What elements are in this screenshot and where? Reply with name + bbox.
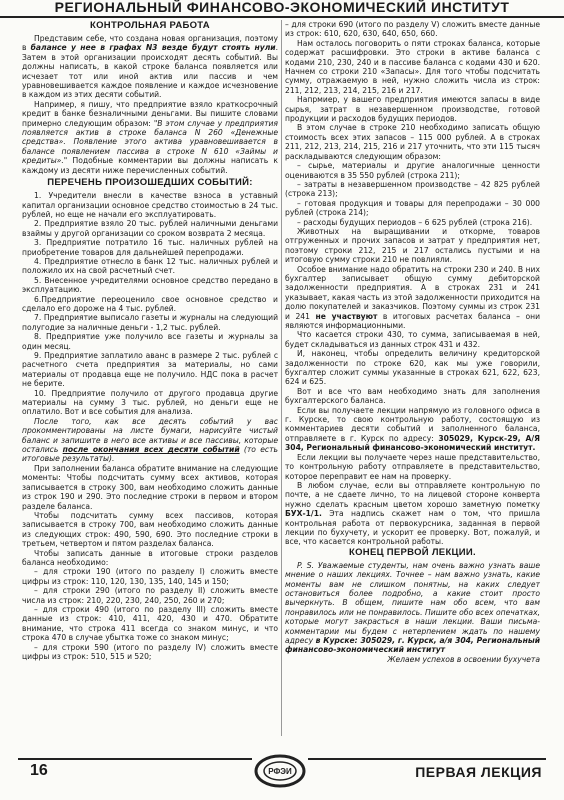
list-item: – для строки 590 (итого по разделу IV) сложить вместе цифры из строк: 510, 515 и 520; xyxy=(22,642,278,661)
list-item: – для строки 190 (итого по разделу I) сложить вместе цифры из строк: 110, 120, 130, 135, 140, 145 и 150; xyxy=(22,567,278,586)
paragraph: И, наконец, чтобы определить величину кредиторской задолженности по строке 620, как мы уже говорили, бухгалтер сложит суммы указанные в строках 621, 622, 623, 624 и 625. xyxy=(285,349,540,387)
paragraph: Что касается строки 430, то сумма, записываемая в ней, будет складываться из данных строк 431 и 432. xyxy=(285,330,540,349)
paragraph: Чтобы подсчитать сумму всех пассивов, которая записывается в строку 700, вам необходимо сложить данные из следующих строк: 490, 590, 690. Это последние строки в третьем, четвертом и пятом разделах баланса. xyxy=(22,510,278,549)
event-item: 2. Предприятие взяло 20 тыс. рублей наличными деньгами взаймы у другой организации со сроком возврата 2 месяца. xyxy=(22,219,278,238)
paragraph: Например, я пишу, что предприятие взяло краткосрочный кредит в банке безналичными деньгами. Вы пишите словами примерно следующим образом: "В этом случае у предприятия появляется актив в строке баланса N 260 «Денежные средства». Появление этого актива уравновешивается в балансе появлением пассива в строке N 610 «Займы и кредиты»." Подобные комментарии вы должны написать к каждому из десяти ниже перечисленных событий. xyxy=(22,99,278,175)
list-item: – готовая продукция и товары для перепродажи – 30 000 рублей (строка 214); xyxy=(285,198,540,218)
paragraph: Вот и все что вам необходимо знать для заполнения бухгалтерского баланса. xyxy=(285,386,540,406)
column-divider xyxy=(281,20,282,736)
institute-logo xyxy=(252,752,308,790)
logo-text: РФЭИ xyxy=(268,767,292,776)
paragraph: Животных на выращивании и откорме, товаров отгруженных и прочих запасов и затрат у предприятия нет, поэтому строки 212, 215 и 217 остались пустыми и на итоговую сумму строки 210 не повлияли. xyxy=(285,226,540,265)
event-item: 6.Предприятие переоценило свое основное средство и сделало его дороже на 4 тыс. рублей. xyxy=(22,294,278,313)
event-item: 10. Предприятие получило от другого продавца другие материалы на сумму 3 тыс. рублей, но деньги еще не оплатило. Вот и все события для анализа. xyxy=(22,388,278,417)
right-column xyxy=(285,20,540,736)
event-item: 7. Предприятие выписало газеты и журналы на следующий полугодие за наличные деньги - 1,2 тыс. рублей. xyxy=(22,313,278,332)
section-title-events: ПЕРЕЧЕНЬ ПРОИЗОШЕДШИХ СОБЫТИЙ: xyxy=(47,177,253,189)
list-item: – для строки 490 (итого по разделу III) сложить вместе данные из строк: 410, 411, 420, 430 и 470. Обратите внимание, что строка 411 всегда со знаком минус, и что строка 470 в случае убытка тоже со знаком минус; xyxy=(22,604,278,643)
list-item: – сырье, материалы и другие аналогичные ценности оцениваются в 35 550 рублей (строка 211); xyxy=(285,161,540,180)
section-title-control-work: КОНТРОЛЬНАЯ РАБОТА xyxy=(90,20,210,31)
paragraph: Если лекции вы получаете через наше представительство, то контрольную работу отправляете в представительство, которое переправит ее нам на проверку. xyxy=(285,452,540,481)
paragraph: Нам осталось поговорить о пяти строках баланса, которые содержат расшифровки. Это строки в активе баланса с кодами 210, 230, 240 и в пассиве баланса с кодами 430 и 620. Начнем со строки 210 «Запасы». Для того чтобы подсчитать сумму, отражаемую в ней, нужно сложить числа из строк: 211, 212, 213, 214, 215, 216 и 217. xyxy=(285,38,540,95)
paragraph: После того, как все десять событий у вас прокомментированы на листе бумаги, нарисуйте чистый баланс и запишите в него все активы и все пассивы, которые остались после окончания всех десяти событий (то есть итоговые результаты). xyxy=(22,416,278,464)
event-item: 5. Внесенное учредителями основное средство передано в эксплуатацию. xyxy=(22,275,278,295)
event-item: 3. Предприятие потратило 16 тыс. наличных рублей на приобретение товаров для дальнейшей перепродажи. xyxy=(22,238,278,257)
running-header: РЕГИОНАЛЬНЫЙ ФИНАНСОВО-ЭКОНОМИЧЕСКИЙ ИНСТИТУТ xyxy=(0,0,564,18)
event-item: 9. Предприятие заплатило аванс в размере 2 тыс. рублей с расчетного счета предприятия за материалы, но сами материалы от продавца еще не получило. НДС пока в расчет не берите. xyxy=(22,351,278,389)
paragraph: В любом случае, если вы отправляете контрольную по почте, а не сдаете лично, то на лицевой стороне конверта нужно сделать красным цветом хорошо заметную пометку БУХ-1/1. Эта надпись скажет нам о том, что пришла контрольная работа от первокурсника, заданная в первой лекции по бухучету, и ускорит ее проверку. Вот, пожалуй, и все, что касается контрольной работы. xyxy=(285,480,540,547)
footer-title: ПЕРВАЯ ЛЕКЦИЯ xyxy=(415,764,542,780)
paragraph: В этом случае в строке 210 необходимо записать общую стоимость всех этих запасов – 115 000 рублей. А в строках 211, 212, 213, 214, 215, 216 и 217 уточнить, что эти 115 тысяч раскладываются следующим образом: xyxy=(285,123,540,161)
paragraph: При заполнении баланса обратите внимание на следующие моменты: Чтобы подсчитать сумму всех активов, которая записывается в строку 300, вам необходимо сложить данные из строк 190 и 290. Это последние строки в первом и втором разделе баланса. xyxy=(22,463,278,511)
signature-line: Желаем успехов в освоении бухучета xyxy=(387,654,540,664)
event-item: 8. Предприятие уже получило все газеты и журналы за один месяц. xyxy=(22,332,278,351)
page-number: 16 xyxy=(30,762,48,779)
left-column xyxy=(22,20,278,736)
paragraph: Если вы получаете лекции напрямую из головного офиса в г. Курске, то свою контрольную работу, состоящую из комментариев десяти событий и заполненного баланса, отправляете в г. Курск по адресу: 305029, Курск-29, А/Я 304, Региональный финансово-экономический институт. xyxy=(285,405,540,453)
event-item: 1. Учредители внесли в качестве взноса в уставный капитал организации основное средство стоимостью в 24 тыс. рублей, но еще не начали его эксплуатировать. xyxy=(22,191,278,219)
list-item: – для строки 690 (итого по разделу V) сложить вместе данные из строк: 610, 620, 630, 640, 650, 660. xyxy=(285,20,540,39)
paragraph: Чтобы записать данные в итоговые строки разделов баланса необходимо: xyxy=(22,548,278,567)
event-item: 4. Предприятие отнесло в банк 12 тыс. наличных рублей и положило их на свой расчетный счет. xyxy=(22,256,278,276)
paragraph: Особое внимание надо обратить на строки 230 и 240. В них бухгалтер записывает общую сумму дебиторской задолженности предприятия. А в строках 231 и 241 указывает, какая часть из этой задолженности приходится на долю покупателей и заказчиков. Поэтому суммы из строк 231 и 241 не участвуют в итоговых расчетах баланса – они являются информационными. xyxy=(285,264,540,330)
paragraph: Представим себе, что создана новая организация, поэтому в балансе у нее в графах N3 везде будут стоять нули. Затем в этой организации происходят десять событий. Вы должны написать, в какой строке баланса появляется или исчезает тот или иной актив или пассив и чем уравновешивается каждое появление и каждое исчезновение в каждом из этих десяти событий. xyxy=(22,34,278,100)
paragraph: Напрмиер, у вашего предприятия имеются запасы в виде сырья, затрат в незавершенном производстве, готовой продукции и расходов будущих периодов. xyxy=(285,95,540,124)
list-item: – затраты в незавершенном производстве – 42 825 рублей (строка 213); xyxy=(285,179,540,199)
end-of-lecture: КОНЕЦ ПЕРВОЙ ЛЕКЦИИ. xyxy=(349,546,476,558)
list-item: – для строки 290 (итого по разделу II) сложить вместе числа из строк: 210, 220, 230, 240, 250, 260 и 270; xyxy=(22,586,278,605)
list-item: – расходы будущих периодов – 6 625 рублей (строка 216). xyxy=(297,217,533,227)
page-footer xyxy=(0,744,564,800)
postscript: P. S. Уважаемые студенты, нам очень важно узнать ваше мнение о наших лекциях. Точнее – нам важно узнать, какие моменты вам не слишком понятны, на каких следует остановиться более подробно, а какие стоит просто вычеркнуть. В общем, пишите нам обо всем, что вам понравилось или не понравилось. Пишите обо всех опечатках, которые могут закрасться в наши лекции. Ваши письма-комментарии мы будем с нетерпением ждать по нашему адресу в Курске: 305029, г. Курск, а/я 304, Региональный финансово-экономический институт xyxy=(285,560,540,655)
